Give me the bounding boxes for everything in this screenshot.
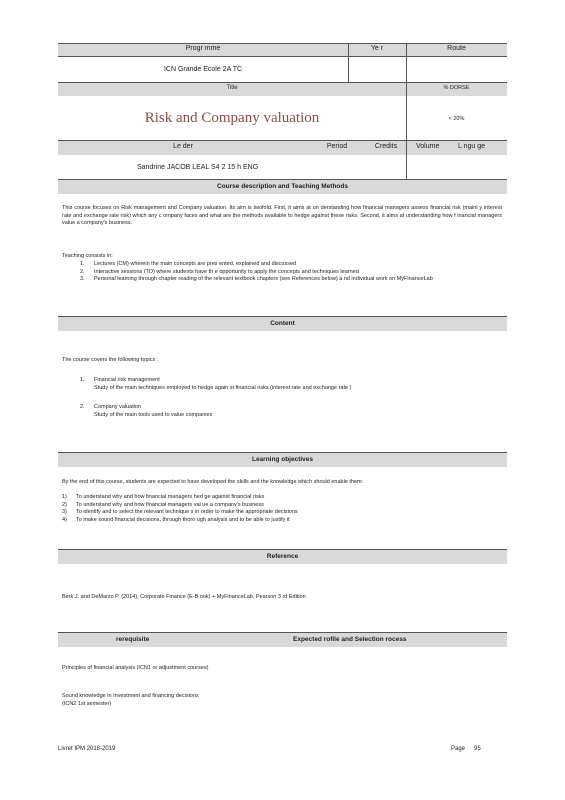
list-item-detail: Study of the main tools used to value companies (94, 411, 213, 418)
profile-heading: Expected rofile and Selection rocess (293, 636, 407, 643)
title-label: Title (226, 85, 238, 91)
list-item: 2. Interactive sessions (TD) where students have th e opportunity to apply the concepts and techniques learned (80, 268, 359, 275)
programme-value: ICN Grande Ecole 2A TC (163, 66, 243, 73)
footer-page-number: 95 (474, 746, 481, 752)
weight-value: < 20% (448, 116, 465, 122)
objectives-intro: By the end of this course, students are expected to have developed the skills and the knowledge which should enable them: (62, 479, 364, 485)
footer-left: Livret IPM 2018-2019 (58, 746, 116, 752)
content-heading: Content (58, 316, 507, 331)
description-intro: This course focuses on Risk management and Company valuation. Its aim is twofold. First, it aims at un derstanding how financial managers assess financial risk (mainl y interest rate and exchange rate risk) which any c ompany faces and what are the methods available to hedge against these risks. Second, it aims at understanding how f inancial managers value a company's business. (62, 205, 502, 226)
content-topics (80, 377, 500, 419)
reference-text: Berk J. and DeMarzo P. (2014), Corporate Finance (E-B ook) + MyFinanceLab, Pearson 3 rd Edition (62, 594, 306, 600)
course-label: % DORSE (443, 85, 470, 91)
teaching-list (80, 261, 500, 284)
objectives-heading: Learning objectives (58, 452, 507, 467)
volume-label: Volume (416, 143, 440, 150)
description-heading: Course description and Teaching Methods (58, 179, 507, 194)
teaching-intro: Teaching consists in: (62, 253, 113, 259)
language-label: L ngu ge (458, 143, 485, 150)
list-item: 2. Company valuation (80, 404, 142, 410)
content-intro: The course covers the following topics : (62, 357, 159, 363)
list-item-detail: Study of the main techniques employed to hedge again st financial risks (interest rate and exchange rate ) (94, 384, 352, 391)
list-item: 1. Lectures (CM) wherein the main concepts are pres ented, explained and discussed (80, 261, 297, 267)
list-item: 4) To make sound financial decisions, through thoro ugh analysis and to be able to justify it (62, 516, 290, 523)
route-label: Route (447, 45, 466, 52)
list-item: 1. Financial risk management (80, 377, 160, 383)
list-item: 1) To understand why and how financial managers hed ge against financial risks (62, 494, 265, 500)
reference-heading: Reference (58, 549, 507, 564)
list-item: 3) To identify and to select the relevant technique s in order to make the appropriate decisions (62, 509, 298, 515)
footer-page-label: Page (451, 746, 466, 752)
programme-label: Progr mme (185, 45, 221, 52)
leader-label: Le der (173, 143, 193, 150)
objectives-list (62, 494, 502, 524)
prerequisite-item-2: Sound knowledge in Investment and financing decisions (ICN2 1st semester) (62, 693, 199, 707)
course-title: Risk and Company valuation (144, 110, 320, 126)
year-label: Ye r (370, 45, 384, 52)
prerequisite-item-1: Principles of financial analysis (ICN1 or adjustment courses) (62, 665, 209, 671)
credits-label: Credits (374, 143, 398, 150)
leader-value: Sandrine JACOB LEAL S4 2 15 h ENG (137, 164, 259, 171)
period-label: Period (326, 143, 348, 150)
list-item: 2) To understand why and how financial managers val ue a company's business (62, 501, 264, 508)
list-item: 3. Personal learning through chapter reading of the relevant textbook chapters (see References below) a nd individual work on MyFinanceLab (80, 276, 433, 282)
prerequisite-heading: rerequisite (116, 636, 150, 643)
